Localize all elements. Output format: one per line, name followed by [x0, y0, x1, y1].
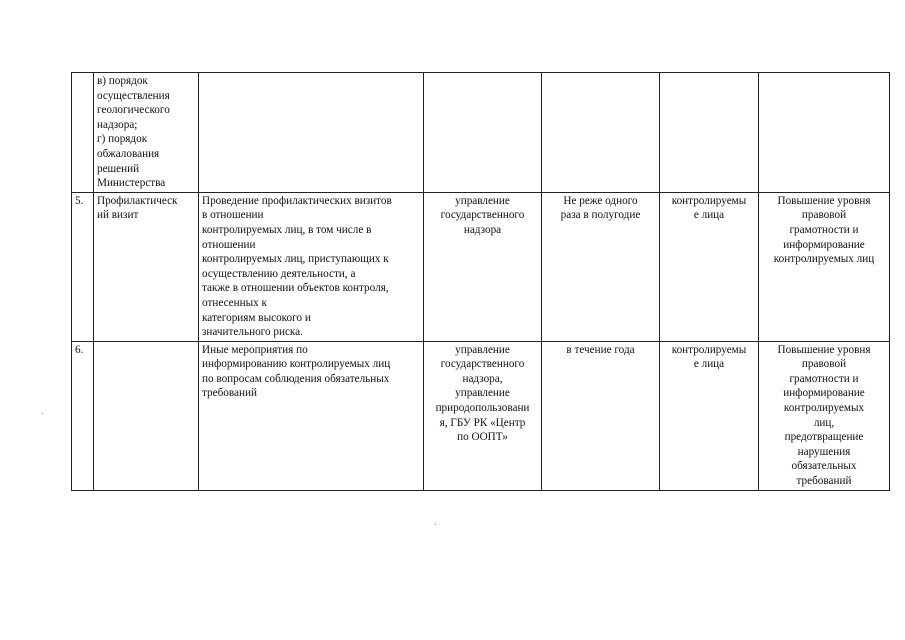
responsible-cell: управление государственного надзора, управление природопользовани я, ГБУ РК «Центр по ООПТ» [424, 341, 542, 490]
measure-form-cell [94, 341, 199, 490]
term-cell: в течение года [542, 341, 660, 490]
term-cell [542, 73, 660, 193]
measures-table [71, 72, 890, 491]
measure-form-cell: Профилактическ ий визит [94, 192, 199, 341]
scan-speck [42, 413, 43, 414]
result-cell: Повышение уровня правовой грамотности и информирование контролируемых лиц [759, 192, 890, 341]
measure-content-cell: Иные мероприятия по информированию контролируемых лиц по вопросам соблюдения обязательных требований [199, 341, 424, 490]
row-number-cell: 5. [72, 192, 94, 341]
measure-content-cell: Проведение профилактических визитов в отношении контролируемых лиц, в том числе в отношении контролируемых лиц, приступающих к осуществлению деятельности, а также в отношении объектов контроля, отнесенных к категориям высокого и значительного риска. [199, 192, 424, 341]
term-cell: Не реже одного раза в полугодие [542, 192, 660, 341]
table-row [72, 192, 890, 341]
result-cell: Повышение уровня правовой грамотности и информирование контролируемых лиц, предотвращение нарушения обязательных требований [759, 341, 890, 490]
row-number-cell [72, 73, 94, 193]
result-cell [759, 73, 890, 193]
table-row [72, 341, 890, 490]
scan-speck [435, 524, 436, 525]
subjects-cell: контролируемы е лица [660, 192, 759, 341]
subjects-cell [660, 73, 759, 193]
responsible-cell [424, 73, 542, 193]
row-number-cell: 6. [72, 341, 94, 490]
subjects-cell: контролируемы е лица [660, 341, 759, 490]
responsible-cell: управление государственного надзора [424, 192, 542, 341]
measure-content-cell [199, 73, 424, 193]
table-row [72, 73, 890, 193]
measure-form-cell: в) порядок осуществления геологического надзора; г) порядок обжалования решений Министерства [94, 73, 199, 193]
